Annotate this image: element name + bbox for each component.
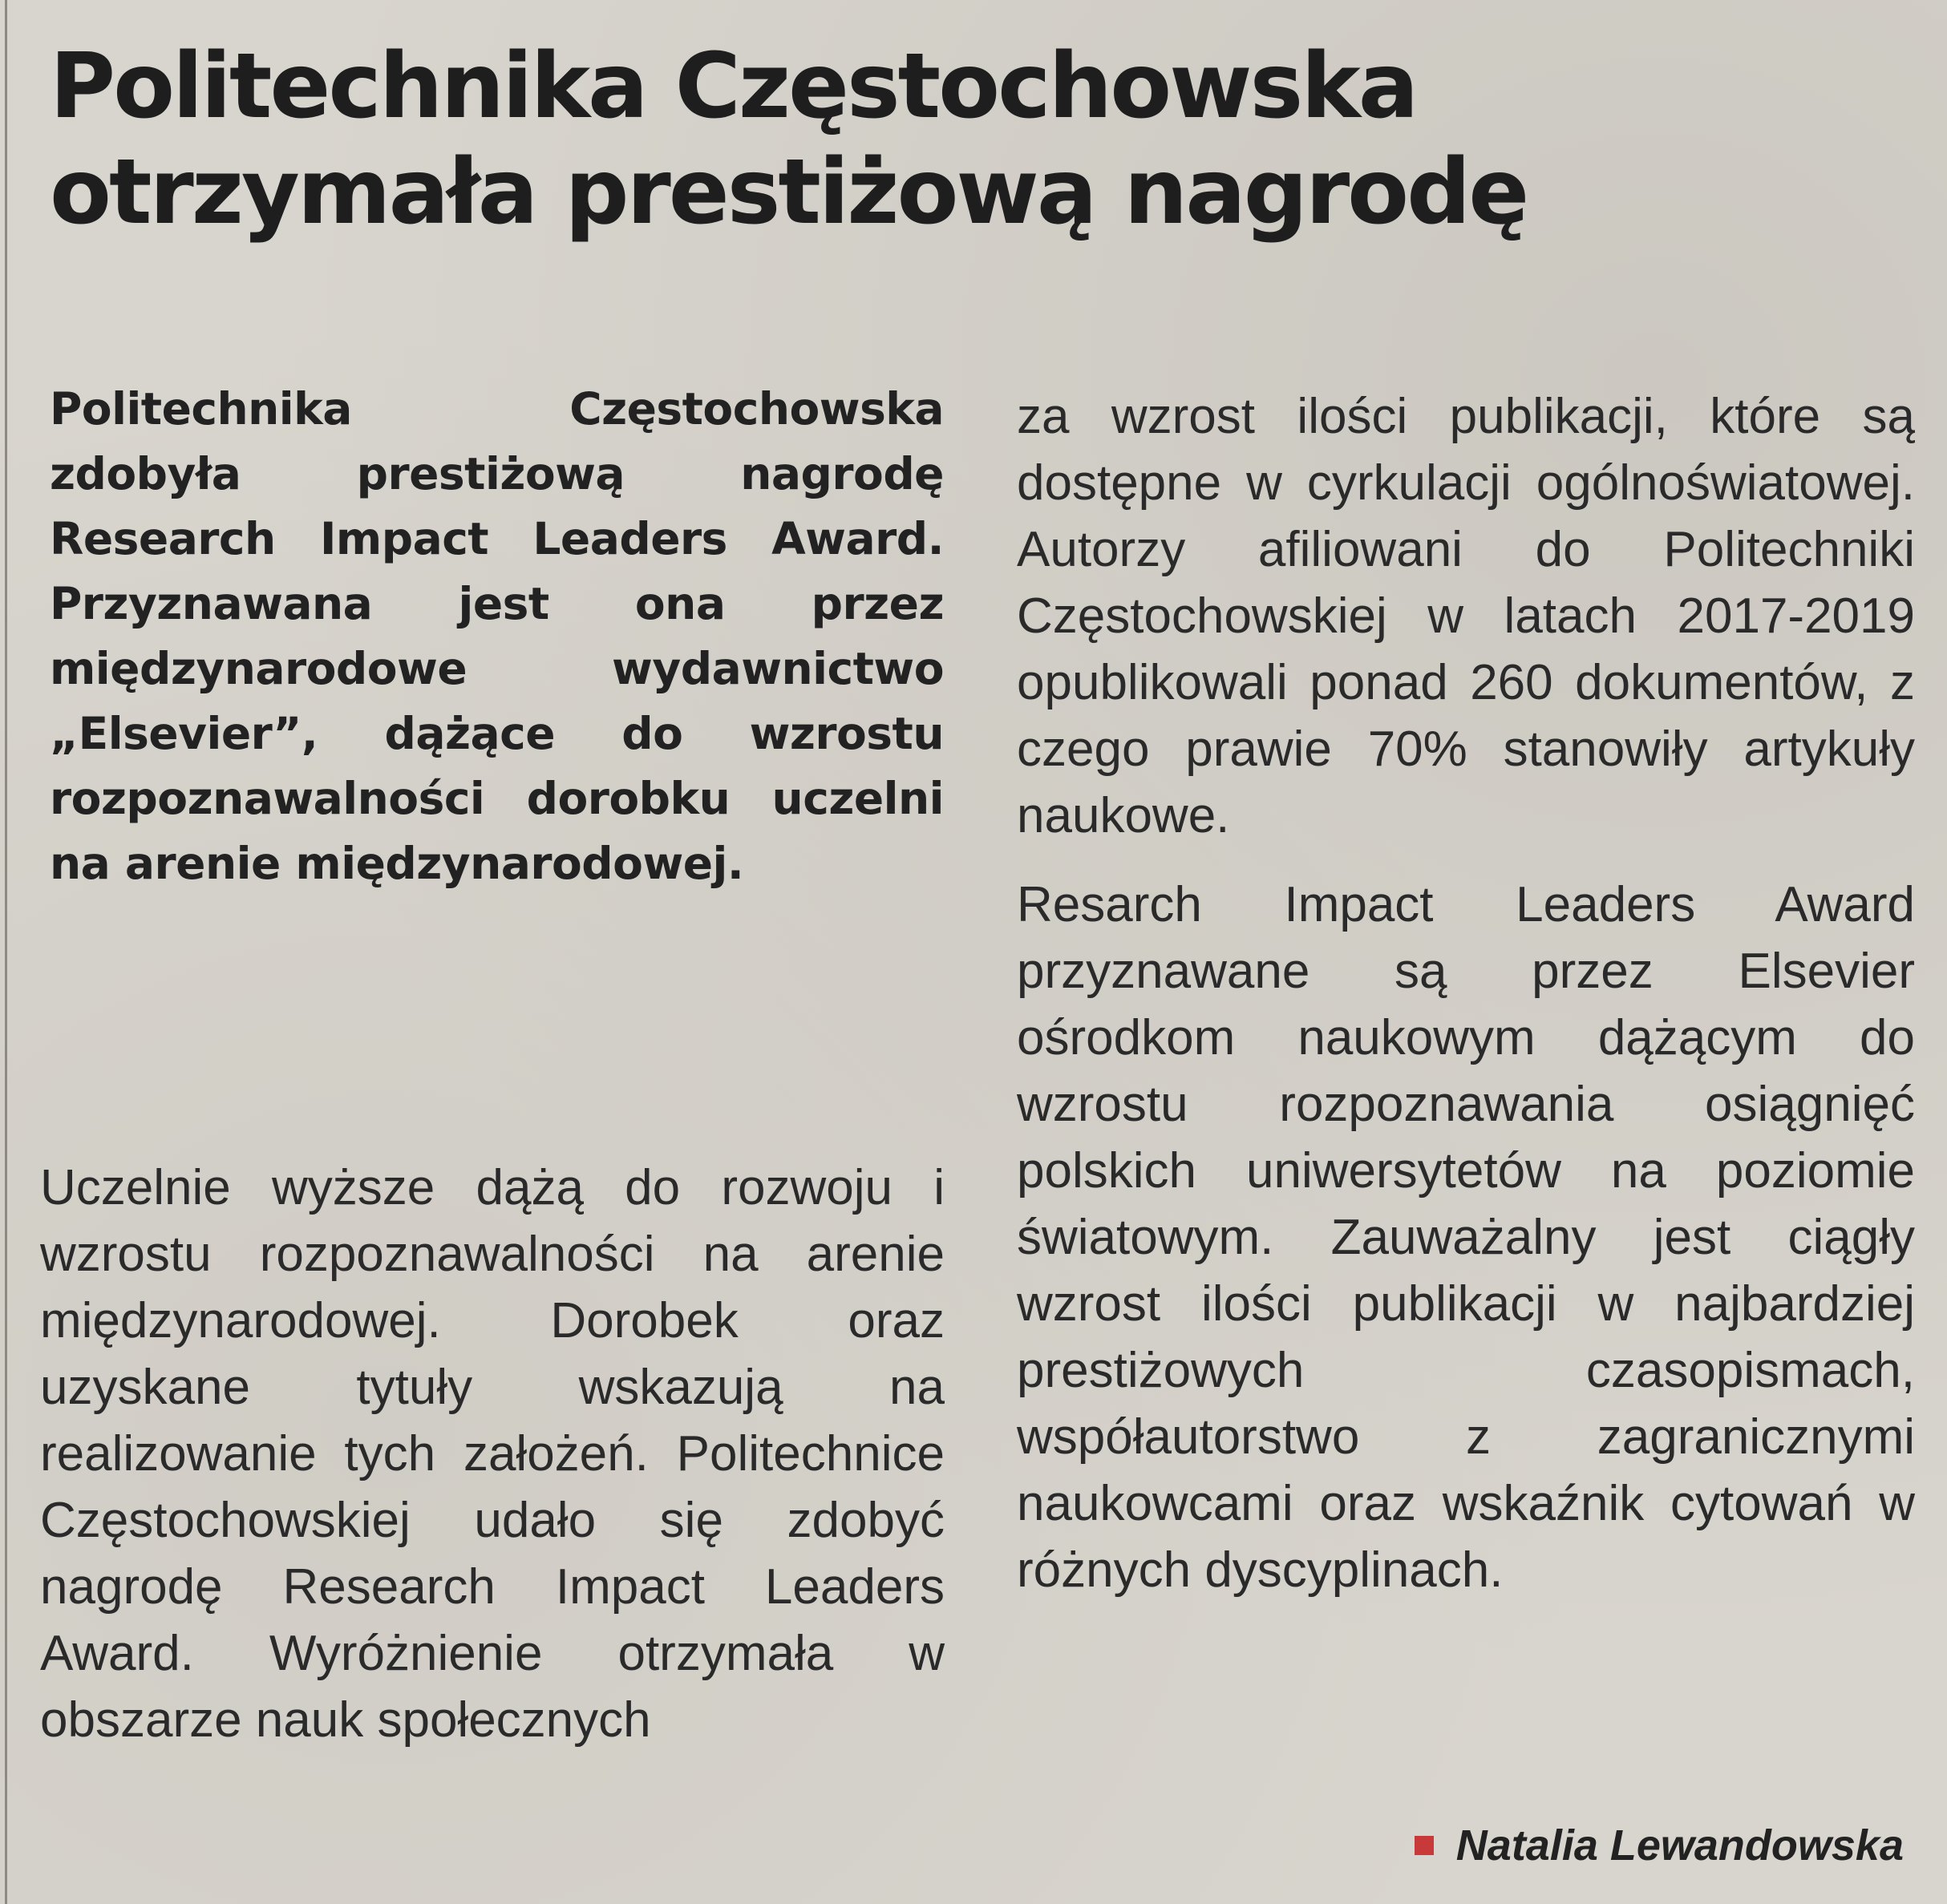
lead-text: Politechnika Częstochowska zdobyła prestiżową nagrodę Research Impact Leaders Award. Przyznawana jest ona przez międzynarodowe wydawnictwo „Elsevier”, dążące do wzrostu rozpoznawalności dorobku uczelni na arenie międzynarodowej. [50,383,944,889]
author-name: Natalia Lewandowska [1455,1821,1904,1870]
headline [50,34,1894,245]
body-column-left [40,1154,945,1753]
body-paragraph-1: Uczelnie wyższe dążą do rozwoju i wzrostu rozpoznawalności na arenie międzynarodowej. Dorobek oraz uzyskane tytuły wskazują na realizowanie tych założeń. Politechnice Częstochowskiej udało się zdobyć nagrodę Research Impact Leaders Award. Wyróżnienie otrzymała w obszarze nauk społecznych [40,1160,945,1748]
body-column-right [1017,383,1915,1603]
byline [1415,1817,1904,1874]
headline-line-2: otrzymała prestiżową nagrodę [50,140,1528,245]
square-icon [1415,1836,1434,1855]
headline-line-1: Politechnika Częstochowska [50,34,1417,139]
lead-paragraph [50,377,944,896]
body-paragraph-3: Resarch Impact Leaders Award przyznawane są przez Elsevier ośrodkom naukowym dążącym do wzrostu rozpoznawania osiągnięć polskich uniwersytetów na poziomie światowym. Zauważalny jest ciągły wzrost ilości publikacji w najbardziej prestiżowych czasopismach, współautorstwo z zagranicznymi naukowcami oraz wskaźnik cytowań w różnych dyscyplinach. [1017,877,1915,1598]
page-edge-line [5,0,7,1904]
body-paragraph-2: za wzrost ilości publikacji, które są dostępne w cyrkulacji ogólnoświatowej. Autorzy afiliowani do Politechniki Częstochowskiej w latach 2017-2019 opublikowali ponad 260 dokumentów, z czego prawie 70% stanowiły artykuły naukowe. [1017,389,1915,843]
